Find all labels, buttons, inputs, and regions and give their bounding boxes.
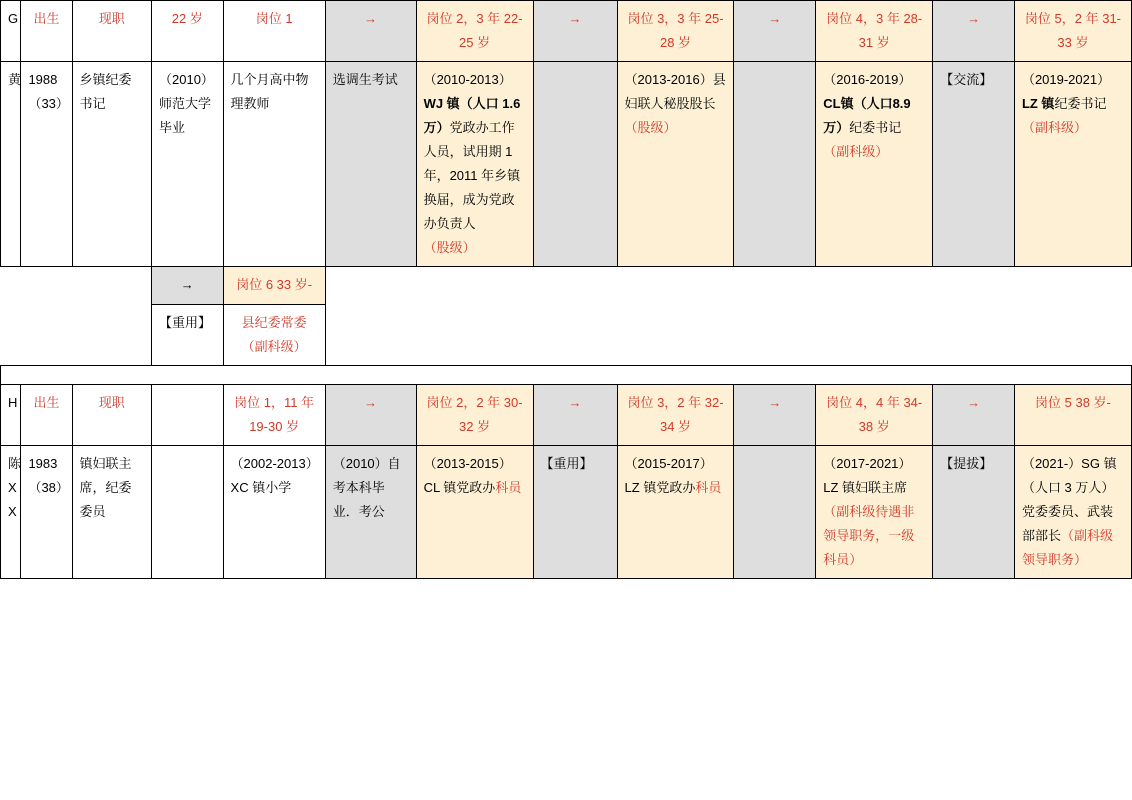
header-arrow1-g: → bbox=[325, 1, 416, 62]
header-arrow4-g: → bbox=[933, 1, 1015, 62]
person-label-g: 黄 bbox=[1, 62, 21, 267]
header-job1-h: 岗位 1，11 年 19-30 岁 bbox=[223, 384, 325, 445]
header-job2-g: 岗位 2，3 年 22-25 岁 bbox=[416, 1, 533, 62]
person-arrow3-g bbox=[734, 62, 816, 267]
continuation-spacer-c bbox=[72, 267, 151, 304]
table-row-header-h bbox=[1, 384, 1132, 445]
person-position-g: 乡镇纪委书记 bbox=[72, 62, 151, 267]
person-job3-h: （2015-2017）LZ 镇党政办科员 bbox=[617, 445, 734, 578]
header-job2-h: 岗位 2，2 年 30-32 岁 bbox=[416, 384, 533, 445]
header-job5-g: 岗位 5，2 年 31-33 岁 bbox=[1014, 1, 1131, 62]
person-arrow2-h: 【重用】 bbox=[533, 445, 617, 578]
continuation-job6-bottom-g: 县纪委常委（副科级） bbox=[223, 304, 325, 365]
continuation-empty-top-g bbox=[325, 267, 1131, 304]
header-arrow2-h: → bbox=[533, 384, 617, 445]
row-label-g: G bbox=[1, 1, 21, 62]
row-label-h: H bbox=[1, 384, 21, 445]
person-education-h bbox=[152, 445, 224, 578]
person-arrow2-g bbox=[533, 62, 617, 267]
header-job4-h: 岗位 4，4 年 34-38 岁 bbox=[816, 384, 933, 445]
header-blank-h bbox=[152, 384, 224, 445]
person-arrow3-h bbox=[734, 445, 816, 578]
header-job3-g: 岗位 3，3 年 25-28 岁 bbox=[617, 1, 734, 62]
person-label-h: 陈XX bbox=[1, 445, 21, 578]
continuation-arrow-top-g: → bbox=[152, 267, 224, 304]
person-arrow1-g: 选调生考试 bbox=[325, 62, 416, 267]
continuation2-spacer-c bbox=[72, 304, 151, 365]
header-birth-h: 出生 bbox=[21, 384, 72, 445]
person-position-h: 镇妇联主席，纪委委员 bbox=[72, 445, 151, 578]
header-birth-g: 出生 bbox=[21, 1, 72, 62]
person-job3-g: （2013-2016）县妇联人秘股股长 （股级） bbox=[617, 62, 734, 267]
header-arrow4-h: → bbox=[933, 384, 1015, 445]
continuation2-spacer-b bbox=[21, 304, 72, 365]
continuation-spacer-a bbox=[1, 267, 21, 304]
table-row-continuation-g-top bbox=[1, 267, 1132, 304]
section-spacer-cell bbox=[1, 365, 1132, 384]
continuation2-spacer-a bbox=[1, 304, 21, 365]
header-job3-h: 岗位 3，2 年 32-34 岁 bbox=[617, 384, 734, 445]
person-job5-h: （2021-）SG 镇（人口 3 万人）党委委员、武装部部长（副科级领导职务） bbox=[1014, 445, 1131, 578]
person-education-g: （2010）师范大学毕业 bbox=[152, 62, 224, 267]
continuation-arrow-bottom-g: 【重用】 bbox=[152, 304, 224, 365]
person-job4-g: （2016-2019）CL镇（人口8.9万）纪委书记 （副科级） bbox=[816, 62, 933, 267]
continuation-empty-bottom-g bbox=[325, 304, 1131, 365]
continuation-job6-top-g: 岗位 6 33 岁- bbox=[223, 267, 325, 304]
header-job5-h: 岗位 5 38 岁- bbox=[1014, 384, 1131, 445]
header-arrow3-h: → bbox=[734, 384, 816, 445]
header-job1-g: 岗位 1 bbox=[223, 1, 325, 62]
person-job2-h: （2013-2015）CL 镇党政办科员 bbox=[416, 445, 533, 578]
header-age-g: 22 岁 bbox=[152, 1, 224, 62]
header-current-position-g: 现职 bbox=[72, 1, 151, 62]
section-spacer bbox=[1, 365, 1132, 384]
table-row-continuation-g-bottom bbox=[1, 304, 1132, 365]
table-row-data-g bbox=[1, 62, 1132, 267]
header-arrow1-h: → bbox=[325, 384, 416, 445]
person-job4-h: （2017-2021）LZ 镇妇联主席（副科级待遇非领导职务，一级科员） bbox=[816, 445, 933, 578]
person-arrow4-h: 【提拔】 bbox=[933, 445, 1015, 578]
person-job2-g: （2010-2013）WJ 镇（人口 1.6 万）党政办工作人员，试用期 1 年，2011 年乡镇换届，成为党政办负责人（股级） bbox=[416, 62, 533, 267]
person-arrow1-h: （2010）自考本科毕业．考公 bbox=[325, 445, 416, 578]
table-row-data-h bbox=[1, 445, 1132, 578]
table-row-header-g bbox=[1, 1, 1132, 62]
header-arrow2-g: → bbox=[533, 1, 617, 62]
header-arrow3-g: → bbox=[734, 1, 816, 62]
person-birth-g: 1988（33） bbox=[21, 62, 72, 267]
person-birth-h: 1983（38） bbox=[21, 445, 72, 578]
person-job1-g: 几个月高中物理教师 bbox=[223, 62, 325, 267]
continuation-spacer-b bbox=[21, 267, 72, 304]
person-arrow4-g: 【交流】 bbox=[933, 62, 1015, 267]
header-job4-g: 岗位 4，3 年 28-31 岁 bbox=[816, 1, 933, 62]
header-current-position-h: 现职 bbox=[72, 384, 151, 445]
person-job1-h: （2002-2013）XC 镇小学 bbox=[223, 445, 325, 578]
person-job5-g: （2019-2021）LZ 镇纪委书记（副科级） bbox=[1014, 62, 1131, 267]
